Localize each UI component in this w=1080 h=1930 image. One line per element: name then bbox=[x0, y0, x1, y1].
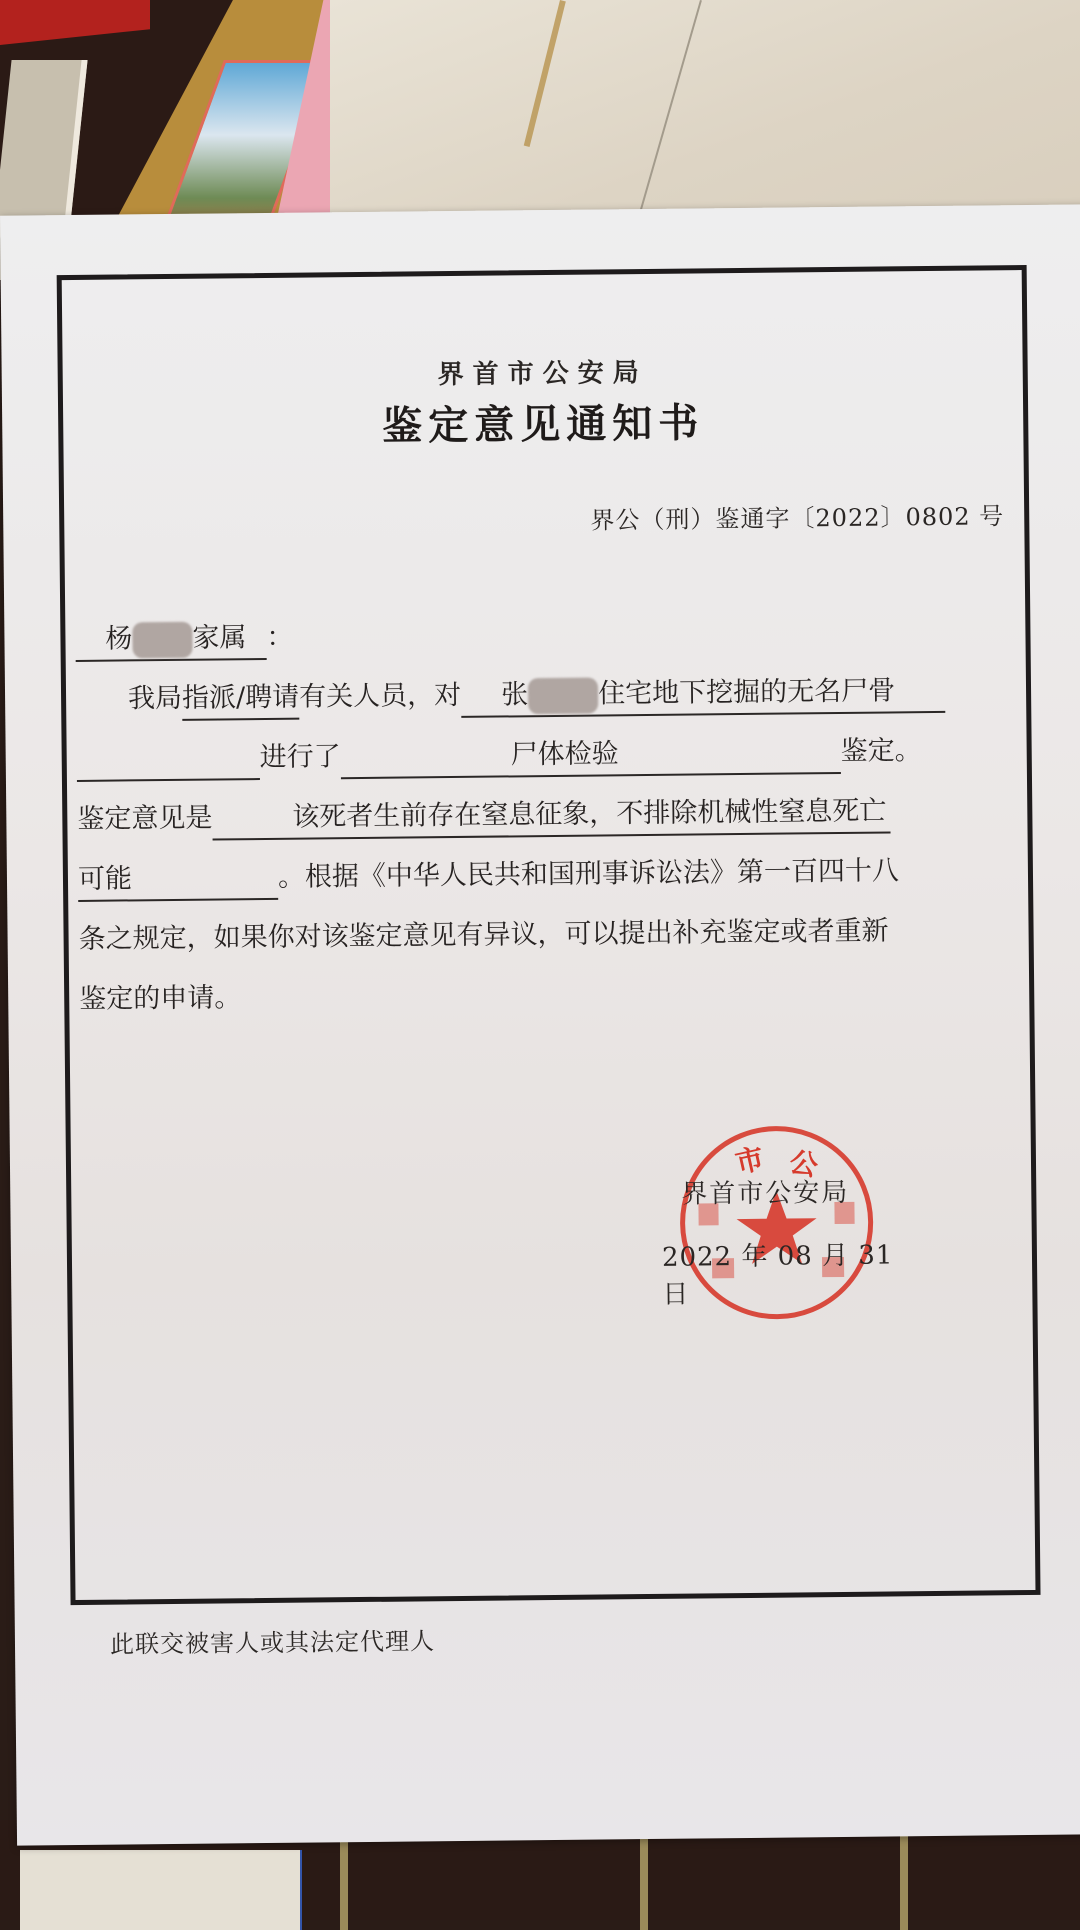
body-line-4 bbox=[78, 840, 1015, 910]
text: 条之规定，如果你对该鉴定意见有异议，可以提出补充鉴定或者重新 bbox=[78, 915, 889, 955]
text: 有关人员，对 bbox=[299, 679, 462, 713]
subject-field bbox=[461, 671, 945, 718]
issuing-org: 界首市公安局 bbox=[437, 357, 648, 391]
signature-date: 2022 年 08 月 31 日 bbox=[661, 1240, 894, 1310]
document-title: 鉴定意见通知书 bbox=[382, 399, 705, 450]
redaction-blur bbox=[528, 677, 598, 714]
text: 。根据《中华人民共和国刑事诉讼法》第一百四十八 bbox=[277, 855, 900, 893]
addressee-name-end: 家属 bbox=[192, 622, 247, 654]
document-frame bbox=[57, 265, 1041, 1605]
assignment-type: 指派/聘请 bbox=[182, 678, 300, 721]
body-line-6 bbox=[79, 960, 1016, 1030]
text: 进行了 bbox=[259, 741, 341, 774]
text: 鉴定的申请。 bbox=[79, 982, 242, 1015]
footer-note: 此联交被害人或其法定代理人 bbox=[109, 1627, 436, 1659]
appraisal-opinion: 该死者生前存在窒息征象，不排除机械性窒息死亡 bbox=[212, 791, 890, 840]
subject-start: 张 bbox=[501, 679, 529, 711]
document-paper bbox=[0, 204, 1080, 1845]
text: 鉴定意见是 bbox=[77, 802, 213, 835]
blank-field bbox=[77, 738, 260, 782]
body-line-1 bbox=[76, 660, 1013, 730]
subject-end: 住宅地下挖掘的无名尸骨 bbox=[598, 675, 896, 710]
text: 我局 bbox=[127, 682, 183, 715]
svg-text:公: 公 bbox=[786, 1145, 821, 1183]
body-line-3 bbox=[77, 780, 1014, 850]
addressee bbox=[75, 618, 266, 662]
redaction-blur bbox=[132, 621, 192, 658]
addressee-line bbox=[75, 600, 1012, 670]
background-card bbox=[20, 1850, 302, 1930]
body-line-2 bbox=[76, 720, 1013, 790]
colon: ： bbox=[266, 621, 294, 653]
body-line-5 bbox=[78, 900, 1015, 970]
document-number: 界公（刑）鉴通字〔2022〕0802 号 bbox=[590, 502, 1005, 535]
addressee-name-start: 杨 bbox=[105, 623, 133, 655]
signature-org: 界首市公安局 bbox=[681, 1177, 850, 1210]
document-body bbox=[75, 600, 1015, 1030]
text: 鉴定。 bbox=[840, 735, 922, 767]
appraisal-opinion-cont: 可能 bbox=[78, 858, 278, 902]
svg-text:市: 市 bbox=[732, 1141, 767, 1180]
appraisal-type: 尸体检验 bbox=[341, 732, 841, 779]
